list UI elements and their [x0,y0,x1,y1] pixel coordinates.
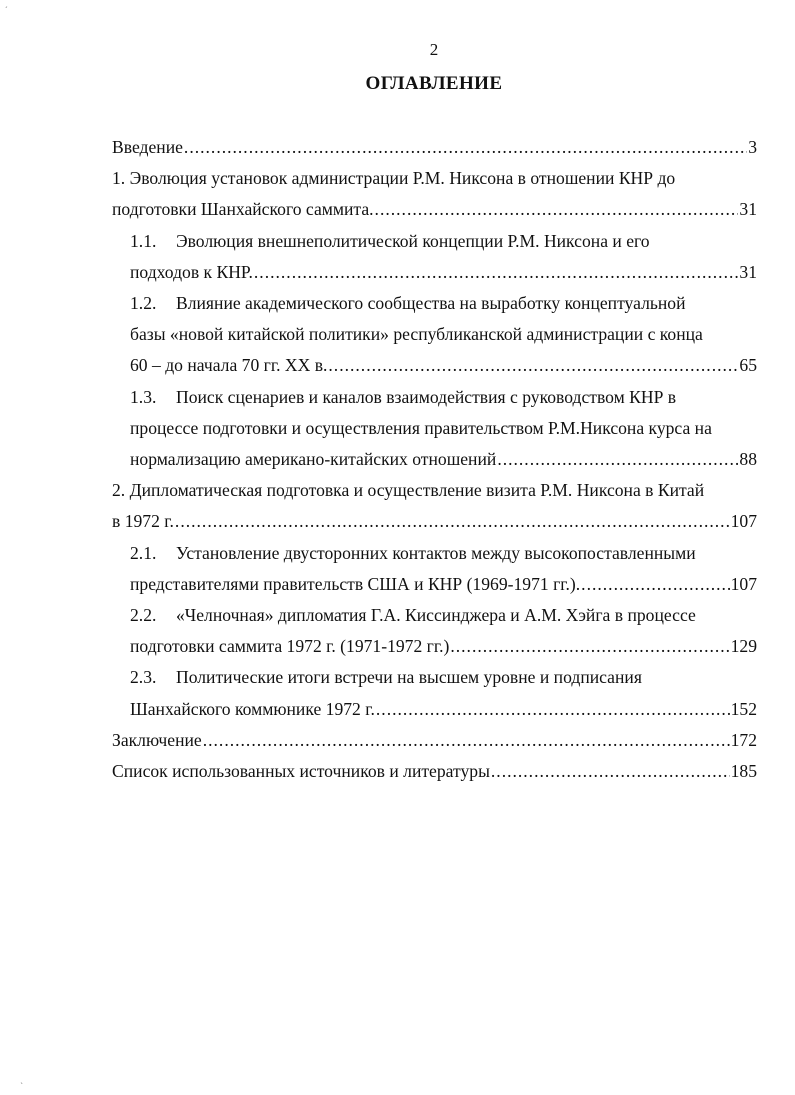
toc-entry-last-line [112,756,757,787]
toc-entry-last-line [112,506,757,537]
toc-entry-text: «Челночная» дипломатия Г.А. Киссинджера и А.М. Хэйга в процессе [176,605,696,626]
toc-entry-text: Эволюция внешнеполитической концепции Р.М. Никсона и его [176,230,650,251]
toc-entry-last-line [112,194,757,225]
toc-entry-number: 2.1. [130,542,157,563]
toc-dot-leader [254,257,739,288]
toc-dot-leader [497,444,738,475]
toc-dot-leader [328,350,738,381]
toc-entry-last-line [130,444,757,475]
toc-page-number: 31 [739,199,757,220]
scan-mark: ´ [4,6,8,15]
toc-dot-leader [491,756,730,787]
toc-entry-line [112,475,757,506]
toc-dot-leader [450,631,729,662]
toc-entry-last-line [130,694,757,725]
page-number: 2 [429,40,439,59]
toc-entry-text: 2. Дипломатическая подготовка и осуществление визита Р.М. Никсона в Китай [112,480,705,501]
toc-entry-number: 2.3. [130,667,157,688]
toc-entry-text: подготовки Шанхайского саммита. [112,199,374,220]
toc-entry-text: Шанхайского коммюнике 1972 г. [130,698,375,719]
toc-entry [112,226,757,288]
toc-page-number: 107 [730,511,757,532]
toc-entry [112,725,757,756]
toc-page-number: 185 [730,761,757,782]
toc-page-number: 3 [748,137,757,157]
toc-entry-text: 1. Эволюция установок администрации Р.М. Никсона в отношении КНР до [112,168,676,189]
toc-entry-line [130,413,757,444]
toc-entry-last-line [112,132,757,163]
toc-entry-number: 1.1. [130,230,157,251]
toc-entry-line [130,538,757,569]
toc-dot-leader [581,569,729,600]
toc-entry-text: подготовки саммита 1972 г. (1971-1972 гг.) [130,636,450,657]
toc-entry [112,756,757,787]
toc-entry [112,132,757,163]
toc-entry-text: процессе подготовки и осуществления правительством Р.М.Никсона курса на [130,417,712,438]
toc-entry-text: Введение [112,137,183,157]
toc-entry-line [130,382,757,413]
toc-entry-text: представителями правительств США и КНР (1969-1971 гг.). [130,573,581,594]
toc-page-number: 88 [739,449,757,470]
toc-entry [112,662,757,724]
toc-page-number: 152 [730,698,757,719]
toc-entry [112,538,757,600]
toc-entry-text: 60 – до начала 70 гг. XX в. [130,355,328,376]
toc-entry-line [130,288,757,319]
toc-entry-line [130,662,757,693]
toc-dot-leader [175,506,730,537]
page-title: ОГЛАВЛЕНИЕ [365,73,503,94]
toc-entry-text: в 1972 г. [112,511,174,532]
toc-page-number: 129 [730,636,757,657]
toc-entry-text: Поиск сценариев и каналов взаимодействия с руководством КНР в [176,386,677,407]
toc-entry-text: Установление двусторонних контактов между высокопоставленными [176,542,696,563]
toc-dot-leader [184,132,747,163]
toc-entry-text: Список использованных источников и литературы [112,761,490,782]
toc-entry-text: нормализацию американо-китайских отношений [130,449,497,470]
toc-entry-last-line [130,631,757,662]
toc-entry-text: базы «новой китайской политики» республиканской администрации с конца [130,324,703,345]
toc-entry-last-line [130,569,757,600]
toc-entry-text: подходов к КНР. [130,261,253,282]
toc-entry [112,382,757,476]
table-of-contents [112,132,757,787]
toc-entry-text: Политические итоги встречи на высшем уровне и подписания [176,667,642,688]
toc-entry-last-line [112,725,757,756]
toc-page-number: 65 [739,355,757,376]
toc-dot-leader [376,694,730,725]
toc-page-number: 107 [730,573,757,594]
toc-entry-number: 1.3. [130,386,157,407]
toc-entry-last-line [130,257,757,288]
scan-mark: ` [20,1082,24,1091]
toc-dot-leader [203,725,730,756]
toc-entry [112,600,757,662]
toc-entry [112,163,757,225]
toc-dot-leader [375,194,739,225]
toc-entry-line [130,600,757,631]
toc-entry-number: 1.2. [130,293,157,314]
toc-entry-line [130,226,757,257]
toc-entry-text: Влияние академического сообщества на выработку концептуальной [176,293,686,314]
toc-entry [112,288,757,382]
toc-entry-last-line [130,350,757,381]
toc-entry-text: Заключение [112,729,202,750]
toc-page-number: 31 [739,261,757,282]
toc-entry-line [112,163,757,194]
toc-page-number: 172 [730,729,757,750]
toc-entry [112,475,757,537]
toc-entry-line [130,319,757,350]
toc-entry-number: 2.2. [130,605,157,626]
